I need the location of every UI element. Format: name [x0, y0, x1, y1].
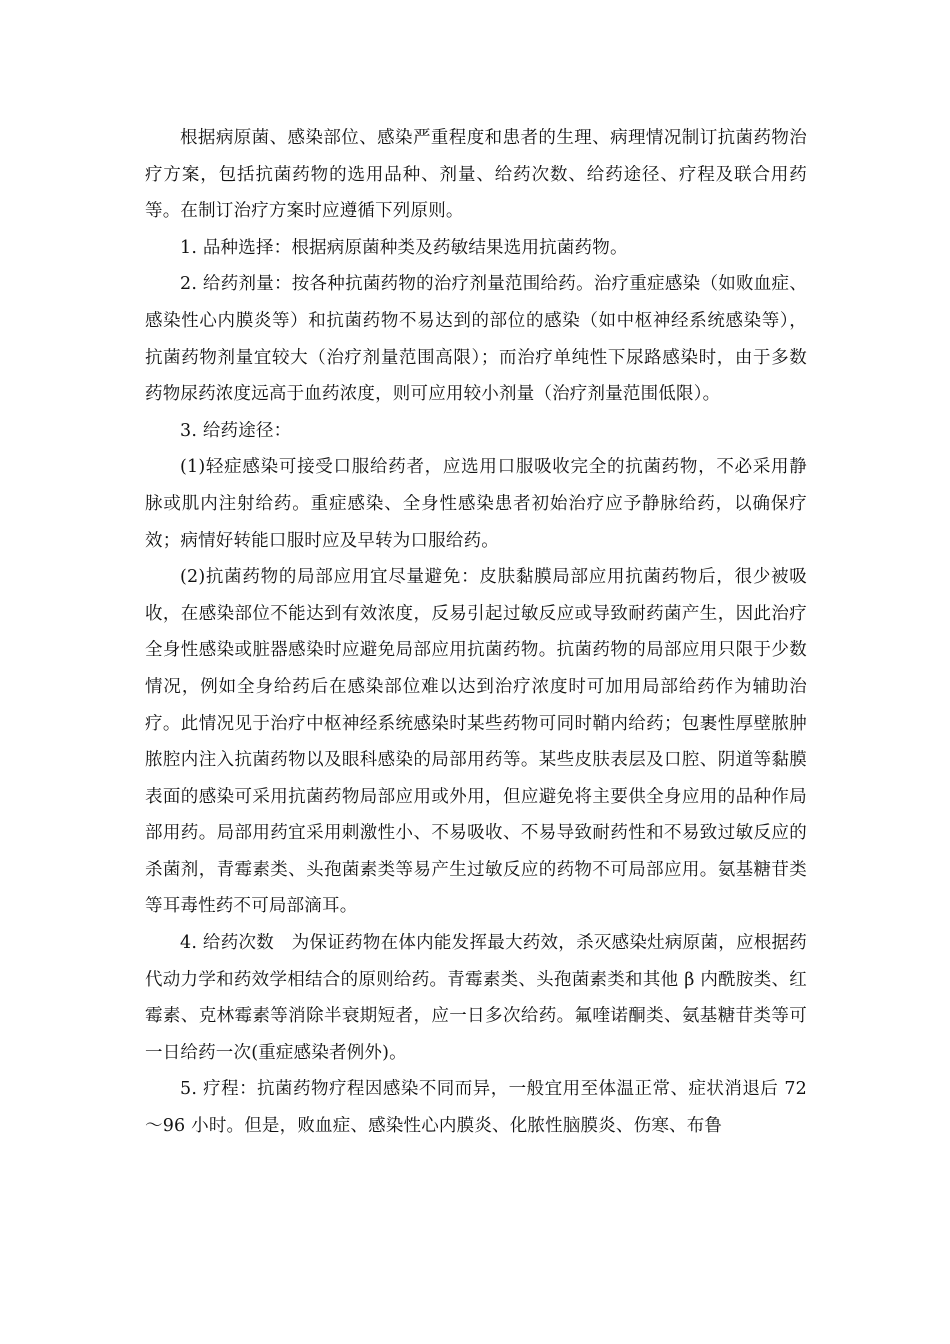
- paragraph-route-topical: (2)抗菌药物的局部应用宜尽量避免：皮肤黏膜局部应用抗菌药物后，很少被吸收，在感染部位不能达到有效浓度，反易引起过敏反应或导致耐药菌产生，因此治疗全身性感染或脏器感染时应避免局部应用抗菌药物。抗菌药物的局部应用只限于少数情况，例如全身给药后在感染部位难以达到治疗浓度时可加用局部给药作为辅助治疗。此情况见于治疗中枢神经系统感染时某些药物可同时鞘内给药；包裹性厚壁脓肿脓腔内注入抗菌药物以及眼科感染的局部用药等。某些皮肤表层及口腔、阴道等黏膜表面的感染可采用抗菌药物局部应用或外用，但应避免将主要供全身应用的品种作局部用药。局部用药宜采用刺激性小、不易吸收、不易导致耐药性和不易致过敏反应的杀菌剂，青霉素类、头孢菌素类等易产生过敏反应的药物不可局部应用。氨基糖苷类等耳毒性药不可局部滴耳。: [145, 567, 807, 917]
- document-body: [145, 120, 807, 1145]
- paragraph-route-heading: 3. 给药途径：: [180, 420, 292, 441]
- paragraph-route-oral: (1)轻症感染可接受口服给药者，应选用口服吸收完全的抗菌药物，不必采用静脉或肌内注射给药。重症感染、全身性感染患者初始治疗应予静脉给药，以确保疗效；病情好转能口服时应及早转为口服给药。: [145, 457, 807, 551]
- paragraph-frequency: 4. 给药次数 为保证药物在体内能发挥最大药效，杀灭感染灶病原菌，应根据药代动力学和药效学相结合的原则给药。青霉素类、头孢菌素类和其他 β 内酰胺类、红霉素、克林霉素等消除半衰期短者，应一日多次给药。氟喹诺酮类、氨基糖苷类等可一日给药一次(重症感染者例外)。: [145, 933, 807, 1063]
- paragraph-course: 5. 疗程：抗菌药物疗程因感染不同而异，一般宜用至体温正常、症状消退后 72～96 小时。但是，败血症、感染性心内膜炎、化脓性脑膜炎、伤寒、布鲁: [145, 1079, 807, 1137]
- paragraph-dosage: 2. 给药剂量：按各种抗菌药物的治疗剂量范围给药。治疗重症感染（如败血症、感染性心内膜炎等）和抗菌药物不易达到的部位的感染（如中枢神经系统感染等），抗菌药物剂量宜较大（治疗剂量范围高限）；而治疗单纯性下尿路感染时，由于多数药物尿药浓度远高于血药浓度，则可应用较小剂量（治疗剂量范围低限）。: [145, 274, 807, 405]
- paragraph-intro: 根据病原菌、感染部位、感染严重程度和患者的生理、病理情况制订抗菌药物治疗方案，包括抗菌药物的选用品种、剂量、给药次数、给药途径、疗程及联合用药等。在制订治疗方案时应遵循下列原则。: [145, 128, 807, 222]
- paragraph-variety-selection: 1. 品种选择：根据病原菌种类及药敏结果选用抗菌药物。: [180, 237, 628, 258]
